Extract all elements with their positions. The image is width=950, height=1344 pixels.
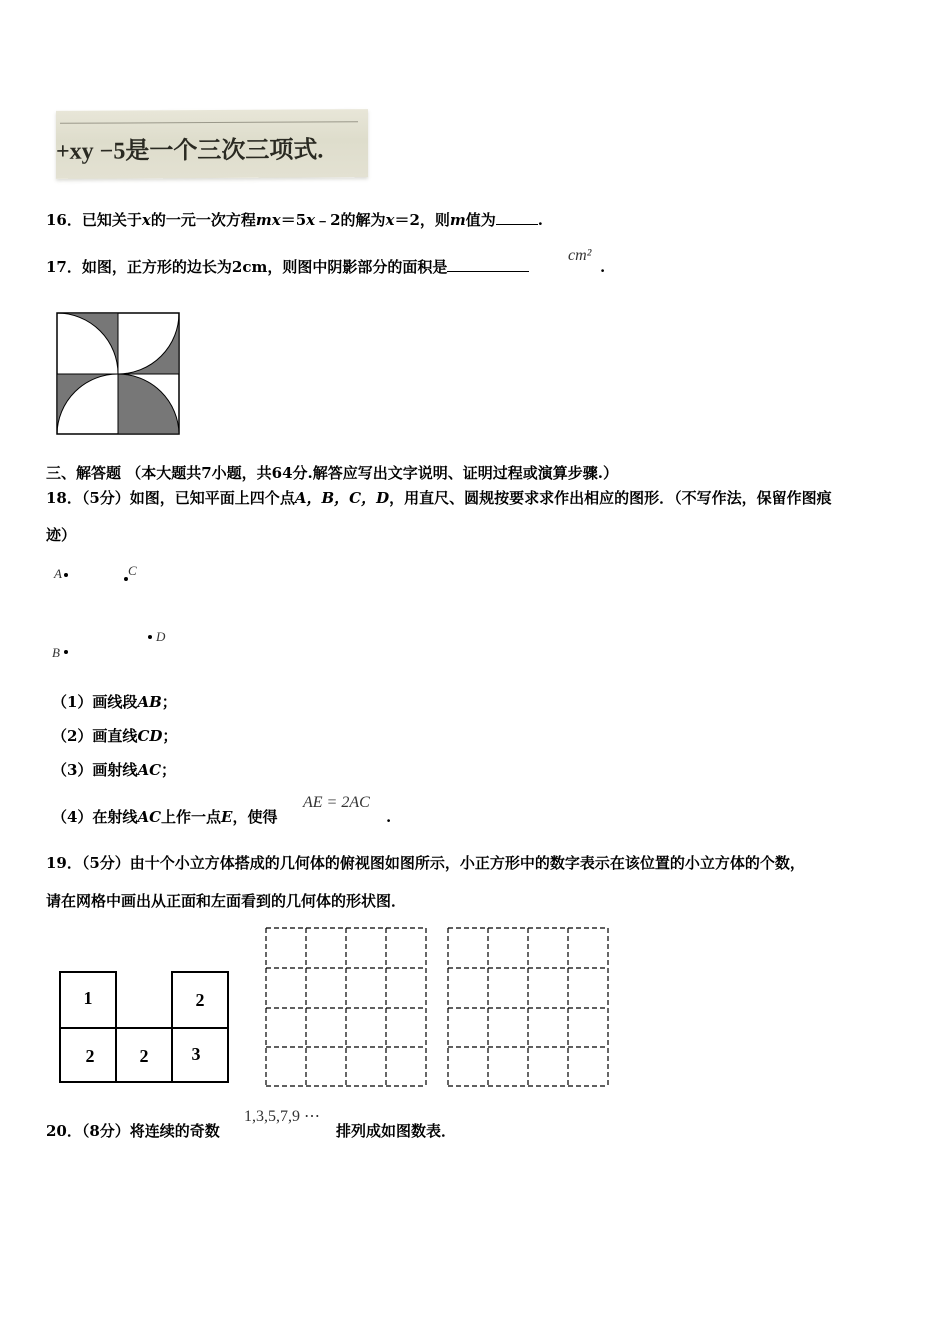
top-view-cell-r2c1: 2 xyxy=(85,1046,95,1066)
question-17: 17．如图，正方形的边长为2cm，则图中阴影部分的面积是 xyxy=(46,257,529,277)
q18-item-4-end: . xyxy=(386,808,392,826)
top-view-figure xyxy=(58,970,230,1084)
top-view-cell-r2c2: 2 xyxy=(139,1046,149,1066)
question-16: 16．已知关于x的一元一次方程mx＝5x﹣2的解为x＝2，则m值为 . xyxy=(46,211,544,229)
point-d-dot xyxy=(148,635,152,639)
front-view-drawing-grid[interactable] xyxy=(264,926,428,1088)
section-3-heading: 三、解答题 （本大题共7小题，共64分.解答应写出文字说明、证明过程或演算步骤.） xyxy=(46,464,618,482)
answer-blank-16[interactable] xyxy=(496,210,538,225)
point-d-label: D xyxy=(156,629,166,644)
top-view-cell-r1c3: 2 xyxy=(195,990,205,1010)
odd-sequence-image: 1,3,5,7,9 ⋯ xyxy=(244,1108,320,1125)
question-20-suffix: 排列成如图数表． xyxy=(336,1122,457,1140)
question-18-line2: 迹） xyxy=(46,526,77,544)
square-shaded-figure xyxy=(55,312,181,436)
question-19-line1: 19．（5分）由十个小立方体搭成的几何体的俯视图如图所示，小正方形中的数字表示在该位置的小立方体的个数， xyxy=(46,854,805,872)
point-b-dot xyxy=(64,650,68,654)
point-a-dot xyxy=(64,573,68,577)
expression-banner-image xyxy=(56,109,368,179)
top-view-cell-r1c1: 1 xyxy=(83,988,93,1008)
ae-equals-2ac-image: AE = 2AC xyxy=(303,794,370,811)
point-c-dot xyxy=(124,577,128,581)
point-a-label: A xyxy=(54,566,62,581)
q18-item-3: （3）画射线AC； xyxy=(52,761,177,779)
unit-cm2-image: cm² xyxy=(568,247,592,264)
top-view-cell-r2c3: 3 xyxy=(191,1044,201,1064)
answer-blank-17[interactable] xyxy=(447,257,529,272)
q18-item-4: （4）在射线AC上作一点E，使得 xyxy=(52,808,278,826)
question-19-line2: 请在网格中画出从正面和左面看到的几何体的形状图． xyxy=(46,892,407,910)
point-c-label: C xyxy=(128,563,137,578)
q18-item-2: （2）画直线CD； xyxy=(52,727,178,745)
banner-text: +xy −5是一个三次三项式. xyxy=(56,137,324,165)
point-b-label: B xyxy=(52,645,60,660)
question-20-prefix: 20．（8分）将连续的奇数 xyxy=(46,1122,220,1140)
q18-item-1: （1）画线段AB； xyxy=(52,693,177,711)
q17-end: . xyxy=(600,258,606,276)
question-18-line1: 18．（5分）如图，已知平面上四个点A，B，C，D，用直尺、圆规按要求求作出相应的图形．（不写作法，保留作图痕 xyxy=(46,489,832,507)
banner-rule xyxy=(60,121,358,124)
left-view-drawing-grid[interactable] xyxy=(446,926,610,1088)
